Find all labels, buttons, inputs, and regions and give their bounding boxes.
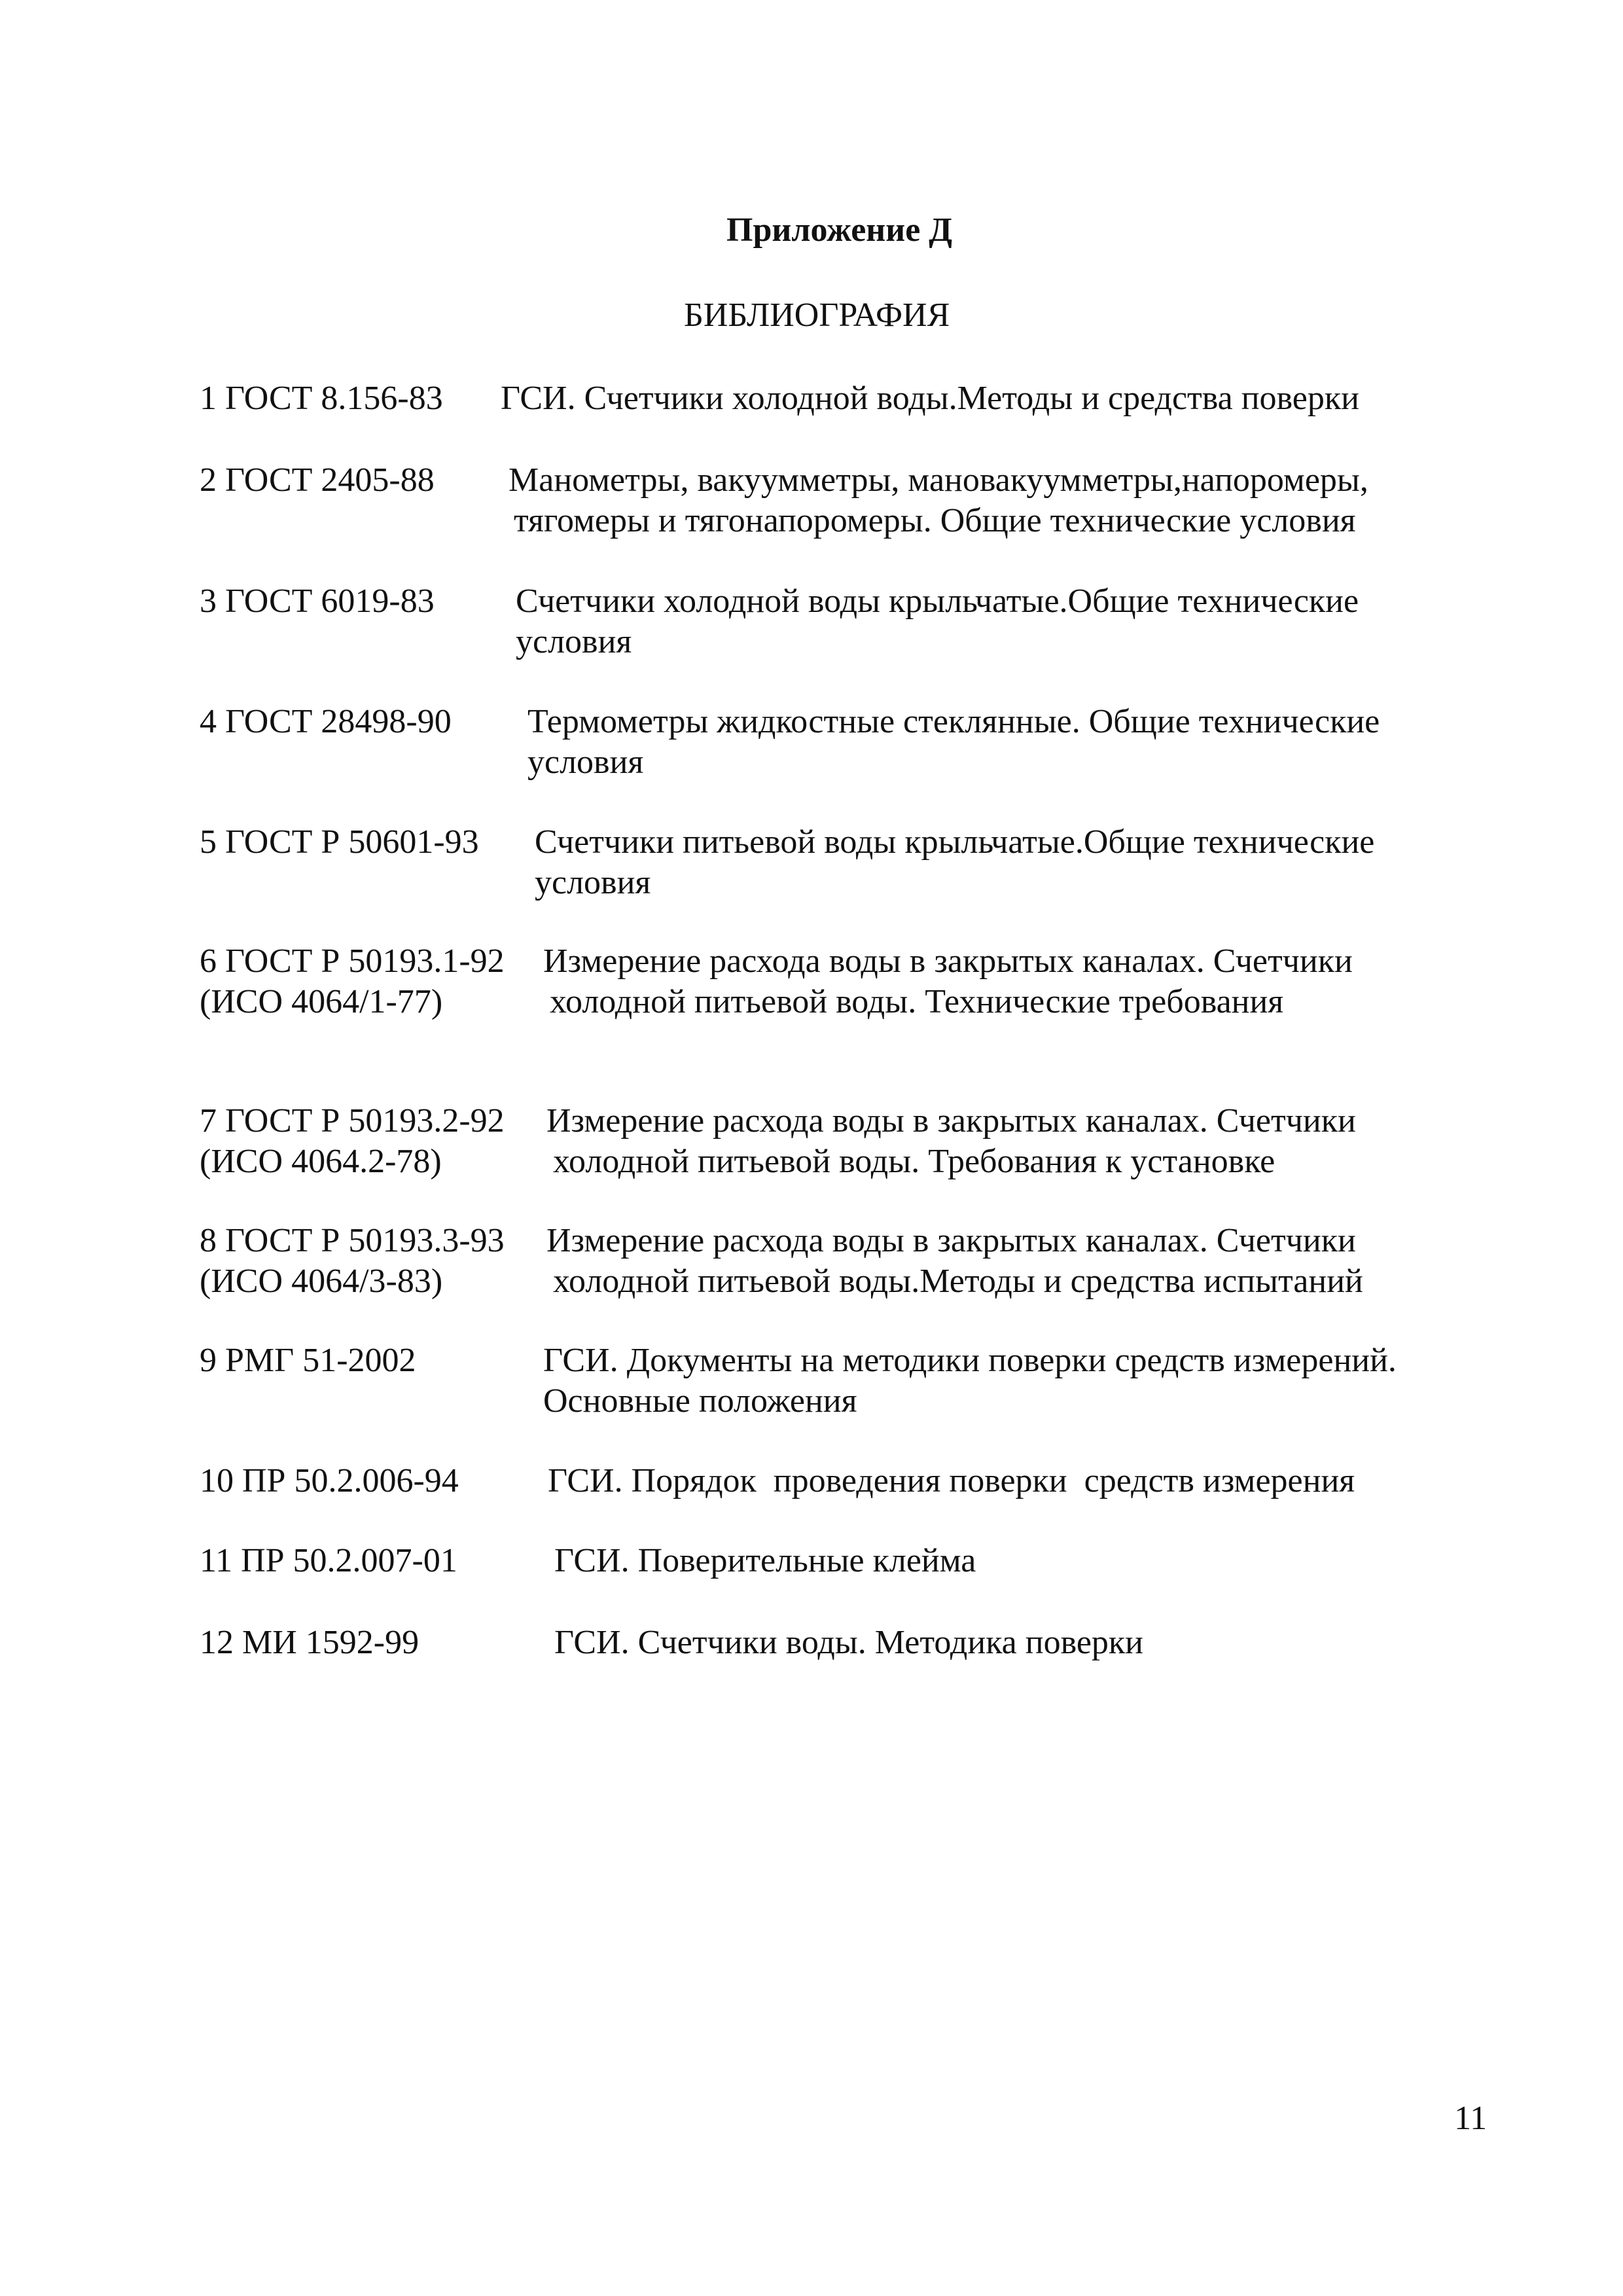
entry-reference: 5 ГОСТ Р 50601-93 bbox=[200, 823, 479, 861]
entry-description: Измерение расхода воды в закрытых каналах. Счетчики bbox=[543, 942, 1353, 980]
entry-description: условия bbox=[516, 623, 632, 660]
entry-reference: 3 ГОСТ 6019-83 bbox=[200, 583, 435, 620]
entry-reference: 8 ГОСТ Р 50193.3-93 bbox=[200, 1222, 505, 1259]
entry-description: ГСИ. Порядок проведения поверки средств измерения bbox=[548, 1462, 1355, 1499]
entry-reference: 6 ГОСТ Р 50193.1-92 bbox=[200, 942, 505, 980]
page-number: 11 bbox=[1454, 2100, 1488, 2137]
entry-description: ГСИ. Документы на методики поверки средств измерений. bbox=[543, 1342, 1397, 1379]
entry-reference: 11 ПР 50.2.007-01 bbox=[200, 1542, 457, 1579]
entry-reference-iso: (ИСО 4064/1-77) bbox=[200, 983, 443, 1020]
entry-reference: 12 МИ 1592-99 bbox=[200, 1624, 419, 1661]
entry-reference: 9 РМГ 51-2002 bbox=[200, 1342, 416, 1379]
entry-description: холодной питьевой воды. Технические требования bbox=[550, 983, 1284, 1020]
entry-reference: 4 ГОСТ 28498-90 bbox=[200, 703, 452, 740]
bibliography-heading: БИБЛИОГРАФИЯ bbox=[684, 296, 950, 334]
entry-description: ГСИ. Поверительные клейма bbox=[554, 1542, 976, 1579]
entry-description: Манометры, вакуумметры, мановакуумметры,напоромеры, bbox=[508, 461, 1368, 499]
entry-description: Термометры жидкостные стеклянные. Общие технические bbox=[527, 703, 1380, 740]
appendix-title: Приложение Д bbox=[726, 211, 953, 249]
entry-description: условия bbox=[535, 864, 651, 901]
entry-reference-iso: (ИСО 4064/3-83) bbox=[200, 1263, 443, 1300]
entry-description: условия bbox=[527, 744, 644, 781]
entry-description: ГСИ. Счетчики холодной воды.Методы и средства поверки bbox=[501, 380, 1359, 417]
entry-reference: 1 ГОСТ 8.156-83 bbox=[200, 380, 443, 417]
entry-reference: 2 ГОСТ 2405-88 bbox=[200, 461, 435, 499]
entry-description: Счетчики питьевой воды крыльчатые.Общие технические bbox=[535, 823, 1375, 861]
entry-description: Измерение расхода воды в закрытых каналах. Счетчики bbox=[546, 1222, 1356, 1259]
entry-description: холодной питьевой воды. Требования к установке bbox=[553, 1143, 1275, 1180]
entry-reference-iso: (ИСО 4064.2-78) bbox=[200, 1143, 442, 1180]
entry-description: ГСИ. Счетчики воды. Методика поверки bbox=[554, 1624, 1143, 1661]
entry-description: Счетчики холодной воды крыльчатые.Общие технические bbox=[516, 583, 1359, 620]
entry-description: холодной питьевой воды.Методы и средства испытаний bbox=[553, 1263, 1363, 1300]
entry-description: Измерение расхода воды в закрытых каналах. Счетчики bbox=[546, 1102, 1356, 1139]
entry-description: тягомеры и тягонапоромеры. Общие технические условия bbox=[514, 502, 1356, 539]
entry-reference: 10 ПР 50.2.006-94 bbox=[200, 1462, 459, 1499]
entry-reference: 7 ГОСТ Р 50193.2-92 bbox=[200, 1102, 505, 1139]
entry-description: Основные положения bbox=[543, 1382, 857, 1420]
